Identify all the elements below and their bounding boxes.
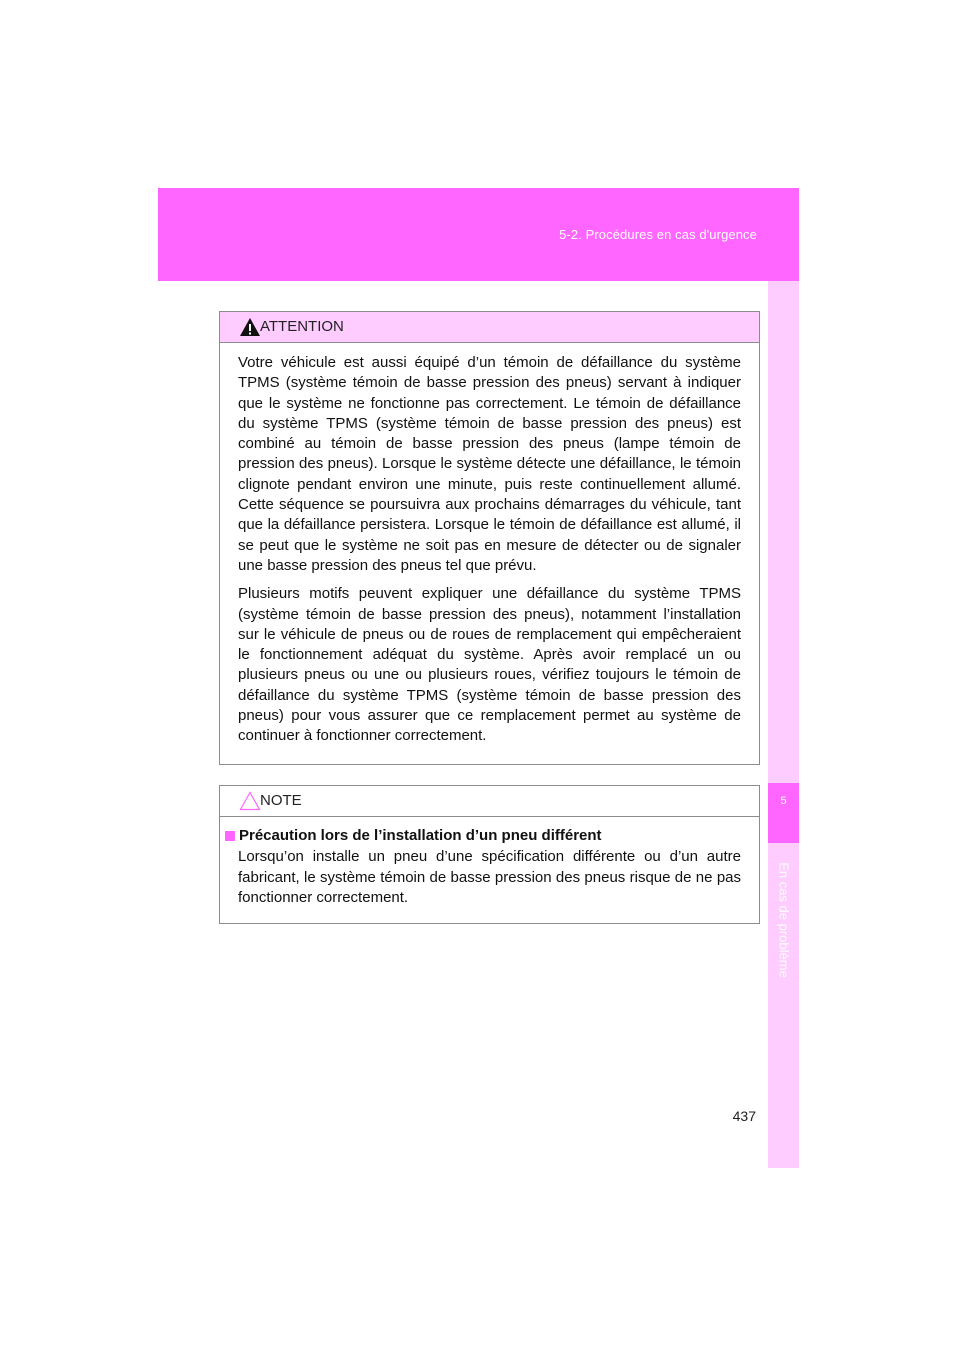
attention-box <box>219 311 760 765</box>
chapter-label: En cas de problème <box>776 862 791 978</box>
chapter-number-tab <box>768 783 799 843</box>
square-bullet-icon <box>225 831 235 841</box>
attention-paragraph-2: Plusieurs motifs peuvent expliquer une défaillance du système TPMS (système témoin de basse pression des pneus), notamment l’installation sur le véhicule de pneus ou de roues de remplacement qui empêcheraient le fonctionnement adéquat du système. Après avoir remplacé un ou plusieurs pneus ou une ou plusieurs roues, vérifiez toujours le témoin de défaillance du système TPMS (système témoin de basse pression des pneus) pour vous assurer que ce remplacement permet au système de continuer à fonctionner correctement. <box>238 585 741 745</box>
attention-title: ATTENTION <box>260 318 344 335</box>
attention-header <box>220 312 759 343</box>
note-text: Lorsqu’on installe un pneu d’une spécification différente ou d’un autre fabricant, le système témoin de basse pression des pneus risque de ne pas fonctionner correctement. <box>238 848 741 906</box>
note-header <box>220 786 759 817</box>
note-title: NOTE <box>260 792 302 809</box>
note-box <box>219 785 760 924</box>
section-header-band <box>158 188 799 281</box>
warning-filled-icon <box>239 317 261 337</box>
attention-paragraph-1: Votre véhicule est aussi équipé d’un témoin de défaillance du système TPMS (système témoin de basse pression des pneus) servant à indiquer que le système ne fonctionne pas correctement. Le témoin de défaillance du système TPMS (système témoin de basse pression des pneus) est combiné au témoin de basse pression des pneus (lampe témoin de pression des pneus). Lorsque le système détecte une défaillance, le témoin clignote pendant environ une minute, puis reste continuellement allumé. Cette séquence se poursuivra aux prochains démarrages du véhicule, tant que la défaillance persistera. Lorsque le témoin de défaillance est allumé, il se peut que le système ne soit pas en mesure de détecter ou de signaler une basse pression des pneus tel que prévu. <box>238 354 741 574</box>
chapter-tab-strip <box>768 281 799 1168</box>
warning-outline-icon <box>239 791 261 811</box>
chapter-label-tab <box>768 860 799 980</box>
page-number: 437 <box>732 1108 756 1124</box>
note-item <box>225 826 741 846</box>
note-heading: Précaution lors de l’installation d’un pneu différent <box>239 827 602 844</box>
section-title: 5-2. Procédures en cas d'urgence <box>559 227 757 242</box>
chapter-number: 5 <box>780 795 787 807</box>
